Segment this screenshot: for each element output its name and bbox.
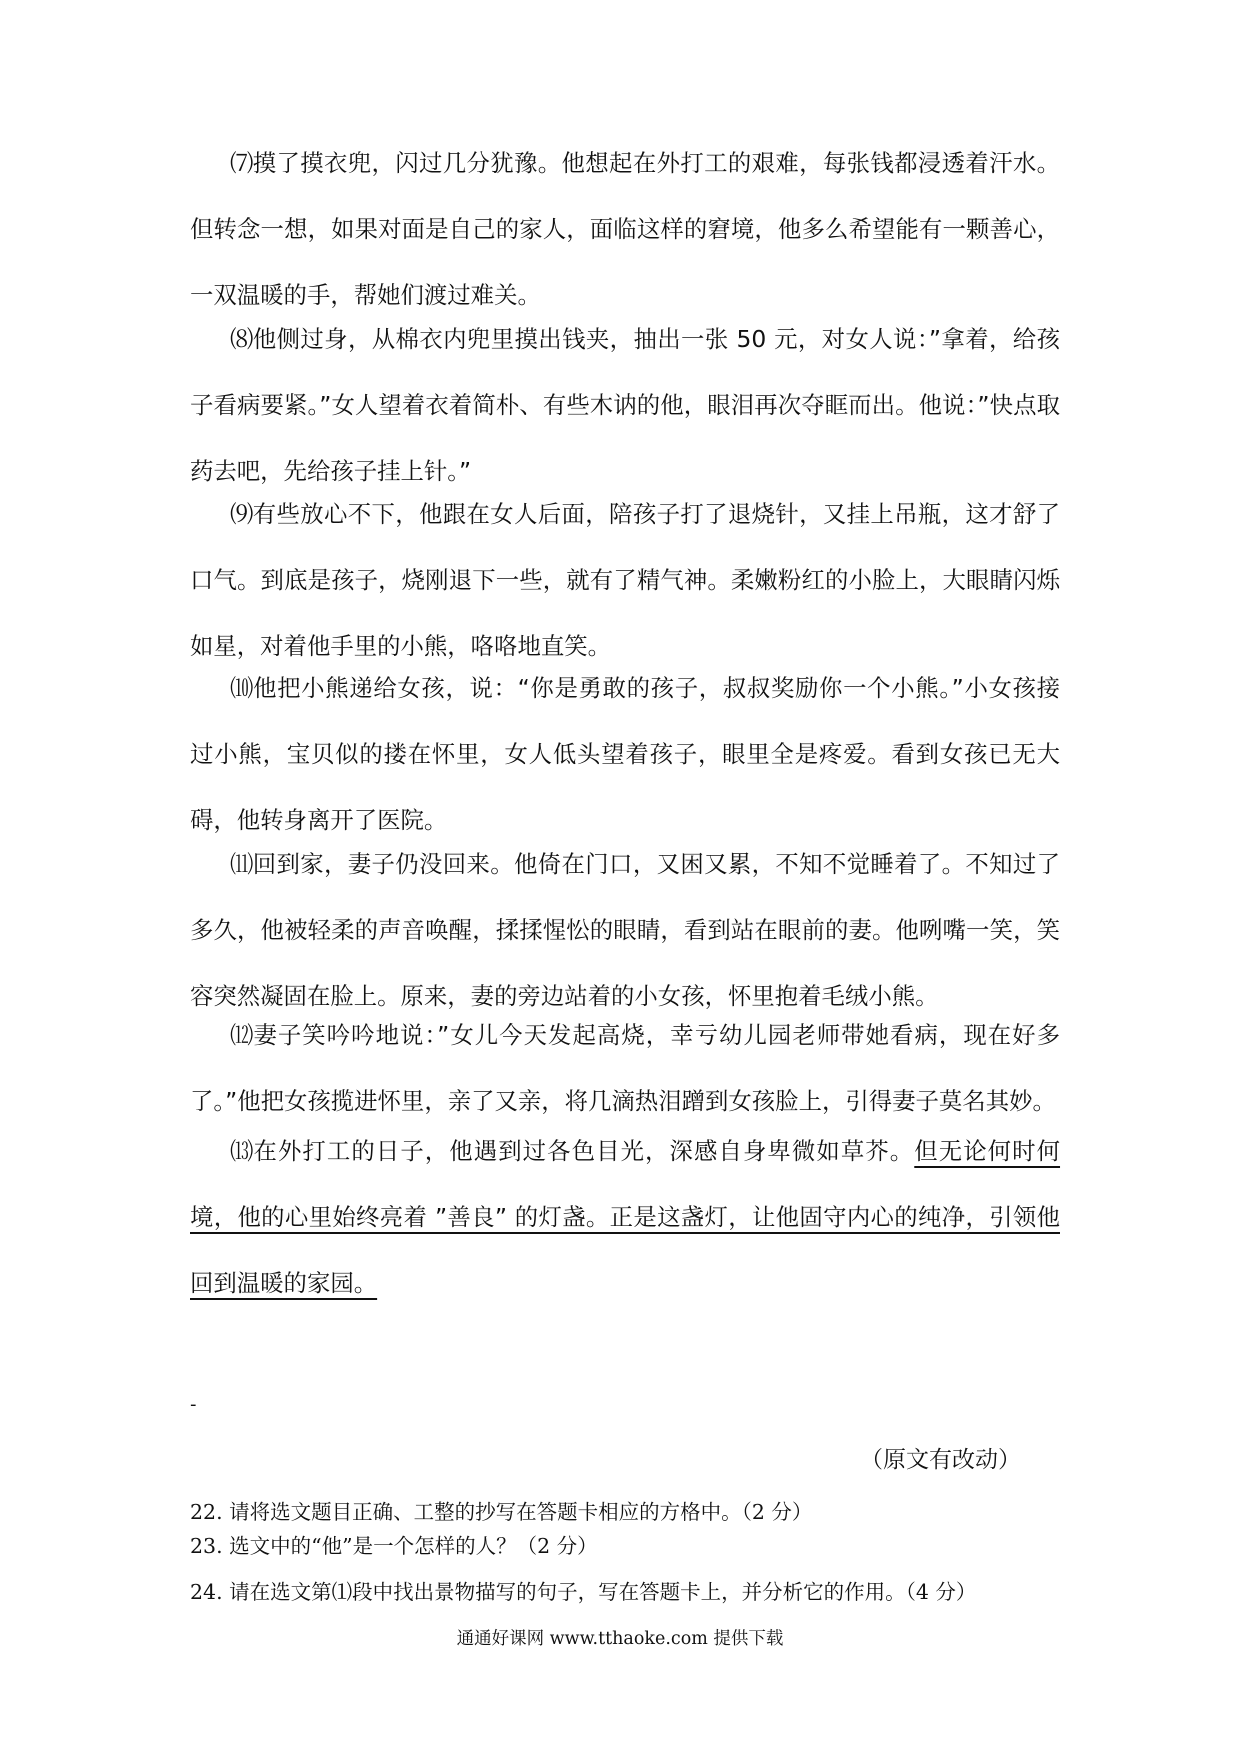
paragraph-number: ⑺ — [230, 149, 253, 177]
paragraph-number: ⑾ — [230, 850, 253, 878]
underlined-sentence: 但无论何时何境，他的心里始终亮着 ”善良” 的灯盏。正是这盏灯，让他固守内心的纯净，引领他回到温暖的家园。 — [190, 1137, 1061, 1297]
paragraph-number: ⑽ — [230, 674, 254, 702]
paragraph-text: 有些放心不下，他跟在女人后面，陪孩子打了退烧针，又挂上吊瓶，这才舒了口气。到底是孩子，烧刚退下一些，就有了精气神。柔嫩粉红的小脸上，大眼睛闪烁如星，对着他手里的小熊，咯咯地直笑。 — [190, 500, 1061, 660]
paragraph-13 — [190, 1118, 1060, 1316]
paragraph-10 — [190, 655, 1060, 853]
source-note: （原文有改动） — [860, 1447, 1021, 1473]
paragraph-9 — [190, 481, 1060, 679]
paragraph-11 — [190, 831, 1060, 1029]
paragraph-text: 他侧过身，从棉衣内兜里摸出钱夹，抽出一张 50 元，对女人说：”拿着，给孩子看病要紧。”女人望着衣着简朴、有些木讷的他，眼泪再次夺眶而出。他说：”快点取药去吧，先给孩子挂上针。” — [190, 325, 1060, 485]
stray-mark: - — [190, 1394, 197, 1415]
question-22: 22. 请将选文题目正确、工整的抄写在答题卡相应的方格中。（2 分） — [190, 1500, 813, 1524]
paragraph-number: ⒀ — [230, 1137, 254, 1165]
paragraph-text: 回到家，妻子仍没回来。他倚在门口，又困又累，不知不觉睡着了。不知过了多久，他被轻柔的声音唤醒，揉揉惺忪的眼睛，看到站在眼前的妻。他咧嘴一笑，笑容突然凝固在脸上。原来，妻的旁边站着的小女孩，怀里抱着毛绒小熊。 — [190, 850, 1061, 1010]
paragraph-text: 妻子笑吟吟地说：”女儿今天发起高烧，幸亏幼儿园老师带她看病，现在好多了。”他把女孩揽进怀里，亲了又亲，将几滴热泪蹭到女孩脸上，引得妻子莫名其妙。 — [190, 1021, 1061, 1115]
paragraph-text: 在外打工的日子，他遇到过各色目光，深感自身卑微如草芥。 — [253, 1137, 915, 1165]
paragraph-number: ⑿ — [230, 1021, 254, 1049]
paragraph-7 — [190, 130, 1060, 328]
footer: 通通好课网 www.tthaoke.com 提供下载 — [456, 1629, 784, 1649]
paragraph-number: ⑻ — [230, 325, 253, 353]
paragraph-text: 摸了摸衣兜，闪过几分犹豫。他想起在外打工的艰难，每张钱都浸透着汗水。但转念一想，如果对面是自己的家人，面临这样的窘境，他多么希望能有一颗善心，一双温暖的手，帮她们渡过难关。 — [190, 149, 1061, 309]
paragraph-number: ⑼ — [230, 500, 253, 528]
paragraph-12 — [190, 1002, 1060, 1134]
question-24: 24. 请在选文第⑴段中找出景物描写的句子，写在答题卡上，并分析它的作用。（4 分） — [190, 1580, 977, 1604]
paragraph-8 — [190, 306, 1060, 504]
paragraph-text: 他把小熊递给女孩，说：“你是勇敢的孩子，叔叔奖励你一个小熊。”小女孩接过小熊，宝贝似的搂在怀里，女人低头望着孩子，眼里全是疼爱。看到女孩已无大碍，他转身离开了医院。 — [190, 674, 1060, 834]
question-23: 23. 选文中的“他”是一个怎样的人？（2 分） — [190, 1534, 598, 1558]
